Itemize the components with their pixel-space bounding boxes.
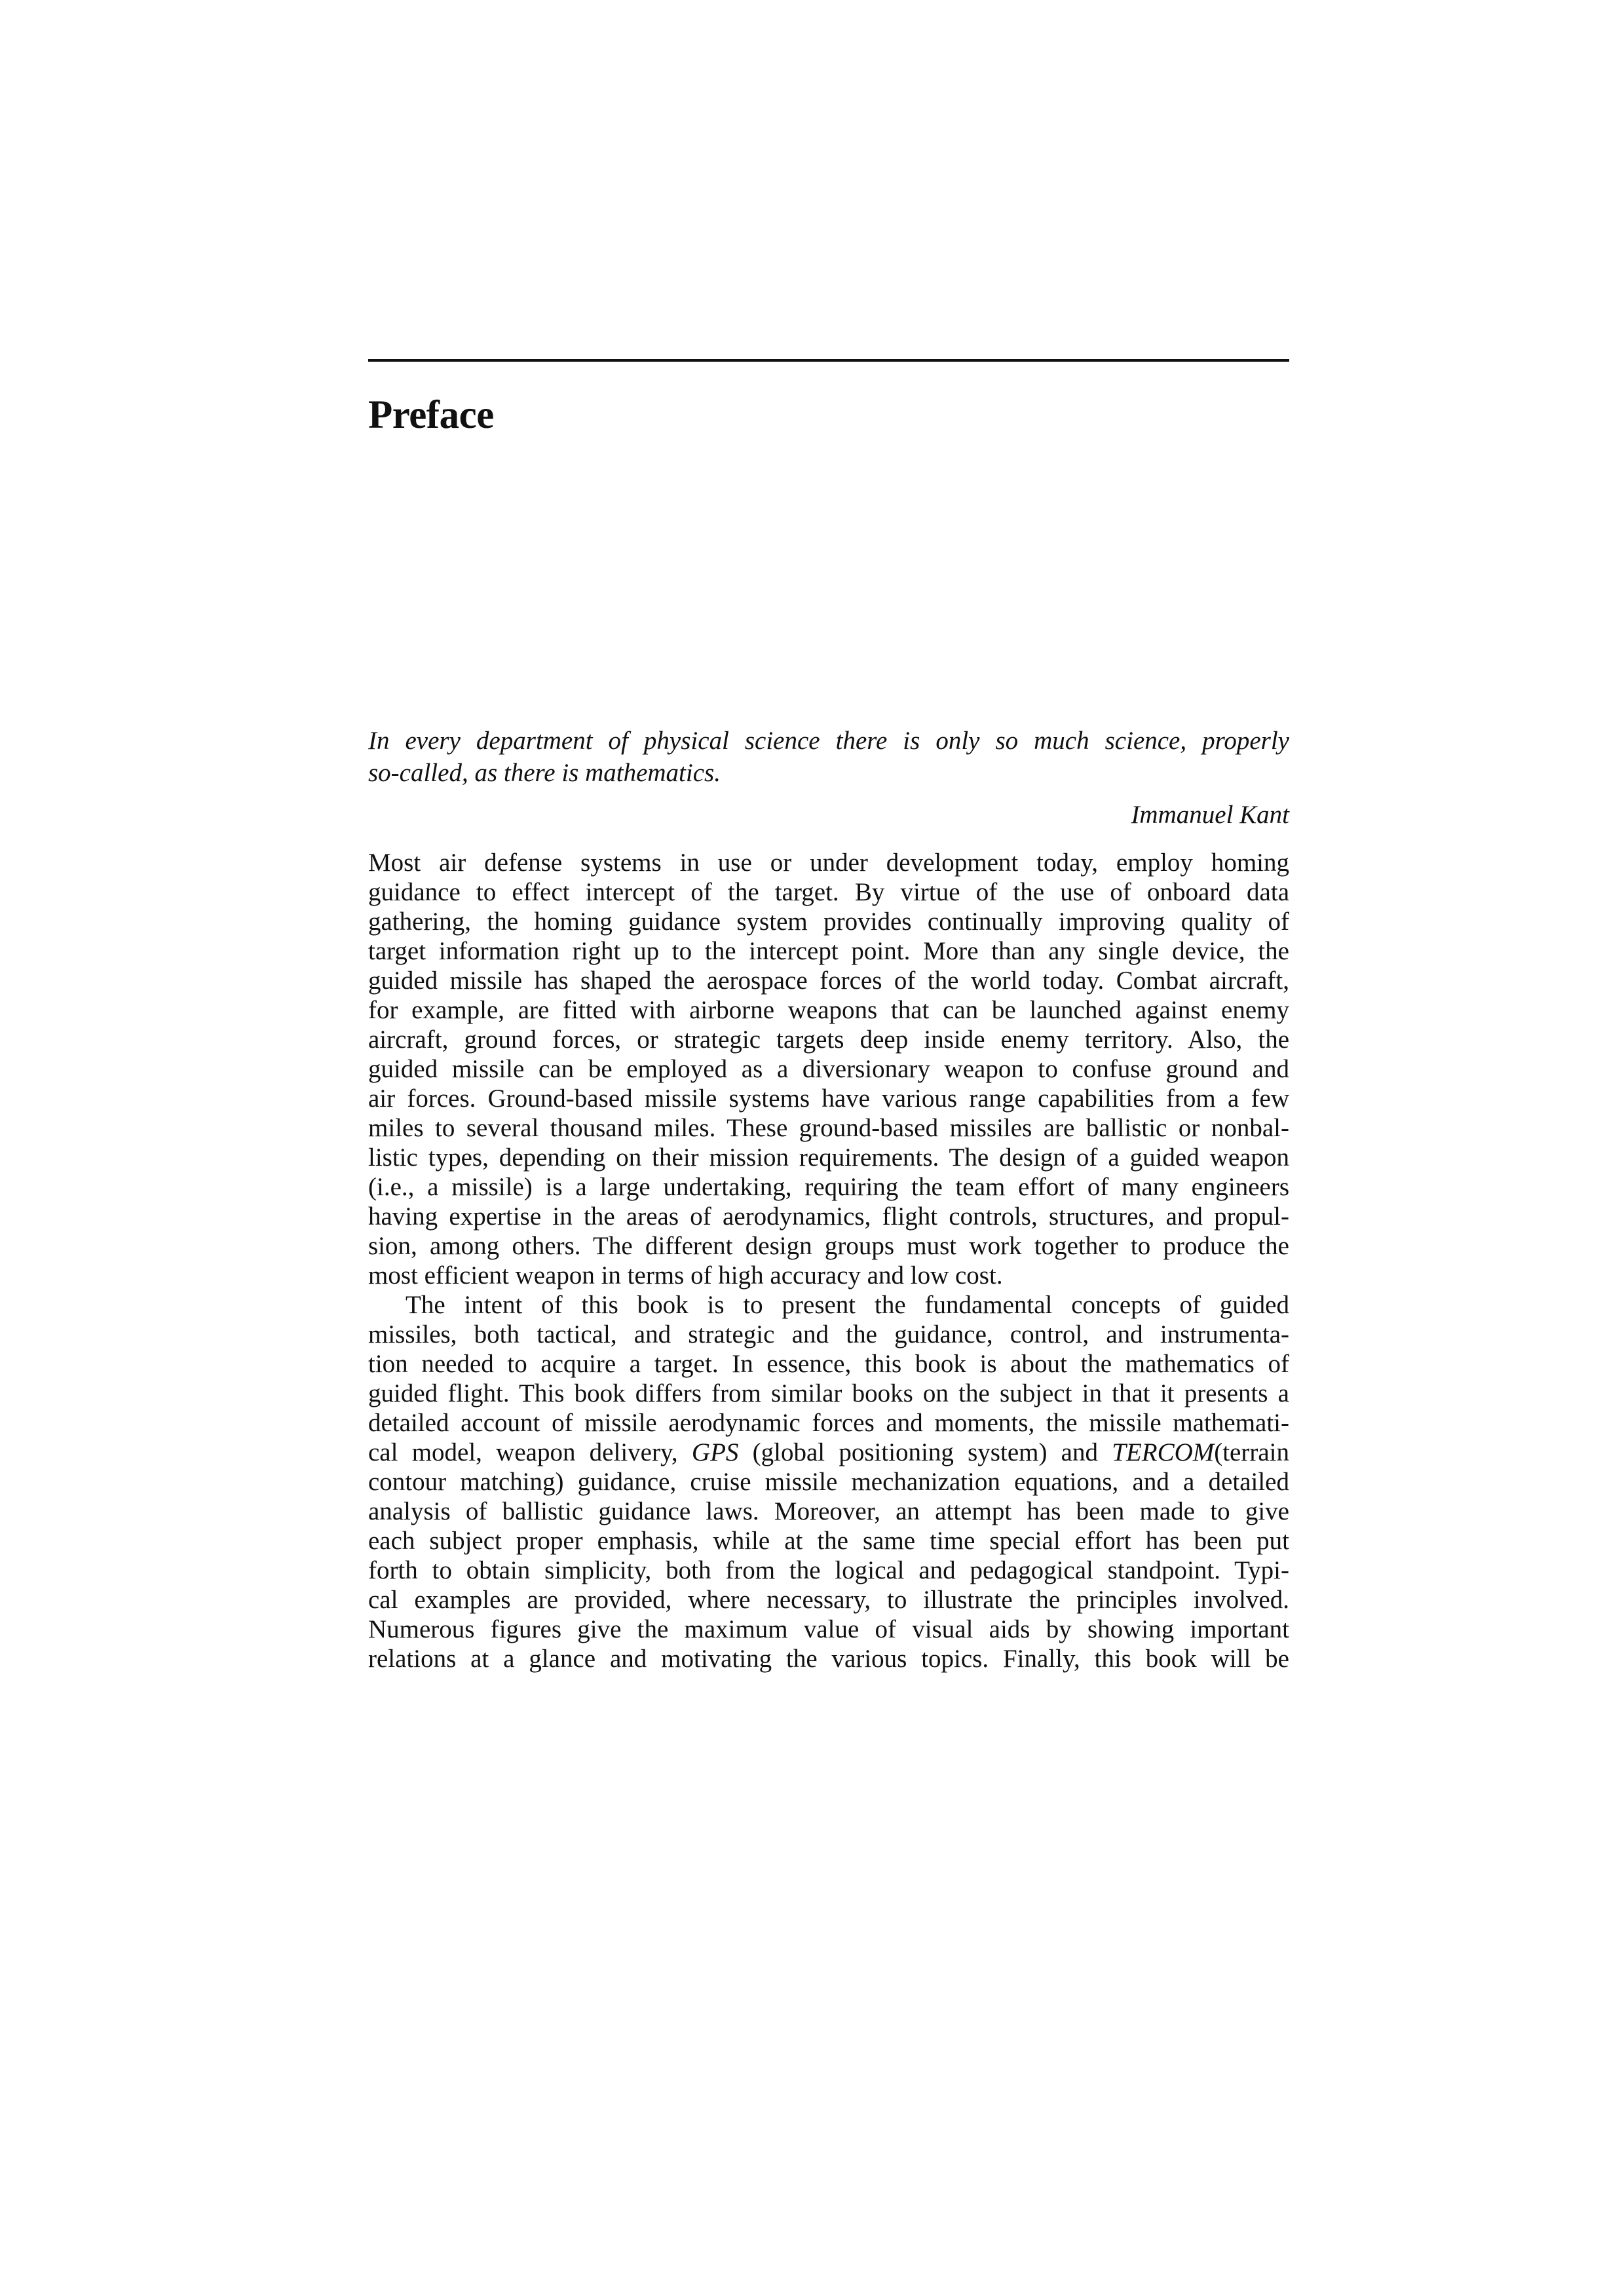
text-line: for example, are fitted with airborne weapons that can be launched against enemy — [368, 996, 1289, 1024]
epigraph-quote — [368, 725, 1289, 789]
chapter-rule — [368, 359, 1289, 362]
text-line: tion needed to acquire a target. In essence, this book is about the mathematics of — [368, 1350, 1289, 1378]
text-line: (i.e., a missile) is a large undertaking, requiring the team effort of many engineers — [368, 1173, 1289, 1201]
text-line: Numerous figures give the maximum value of visual aids by showing important — [368, 1615, 1289, 1643]
text-line: each subject proper emphasis, while at the same time special effort has been put — [368, 1527, 1289, 1555]
text-line: sion, among others. The different design groups must work together to produce the — [368, 1232, 1289, 1260]
text-run: cal model, weapon delivery, — [368, 1438, 692, 1466]
chapter-title: Preface — [368, 393, 494, 437]
text-line: target information right up to the intercept point. More than any single device, the — [368, 937, 1289, 965]
text-line: miles to several thousand miles. These ground-based missiles are ballistic or nonbal- — [368, 1114, 1289, 1142]
text-line: guided flight. This book differs from similar books on the subject in that it presents a — [368, 1379, 1289, 1407]
paragraph-1 — [368, 848, 1289, 1290]
epigraph-line: so-called, as there is mathematics. — [368, 759, 721, 787]
text-line: having expertise in the areas of aerodynamics, flight controls, structures, and propul- — [368, 1202, 1289, 1231]
text-line: guided missile can be employed as a diversionary weapon to confuse ground and — [368, 1055, 1289, 1083]
text-line: detailed account of missile aerodynamic forces and moments, the missile mathemati- — [368, 1409, 1289, 1437]
text-line-mixed — [368, 1438, 1289, 1467]
text-line: most efficient weapon in terms of high accuracy and low cost. — [368, 1261, 1003, 1290]
preface-body — [368, 848, 1289, 1674]
epigraph — [368, 725, 1289, 831]
text-line: aircraft, ground forces, or strategic targets deep inside enemy territory. Also, the — [368, 1025, 1289, 1054]
page-content — [368, 359, 1289, 1674]
text-run: (terrain — [1214, 1438, 1289, 1466]
text-line: gathering, the homing guidance system provides continually improving quality of — [368, 908, 1289, 936]
paragraph-2 — [368, 1290, 1289, 1674]
epigraph-line: In every department of physical science there is only so much science, properly — [368, 727, 1289, 755]
text-line: cal examples are provided, where necessary, to illustrate the principles involved. — [368, 1586, 1289, 1614]
text-line: Most air defense systems in use or under development today, employ homing — [368, 849, 1289, 877]
text-line: analysis of ballistic guidance laws. Moreover, an attempt has been made to give — [368, 1497, 1289, 1525]
text-line: relations at a glance and motivating the various topics. Finally, this book will be — [368, 1645, 1289, 1673]
text-line: guidance to effect intercept of the target. By virtue of the use of onboard data — [368, 878, 1289, 906]
text-line: The intent of this book is to present the fundamental concepts of guided — [406, 1291, 1289, 1319]
text-run: (global positioning system) and — [738, 1438, 1112, 1466]
text-line: forth to obtain simplicity, both from the logical and pedagogical standpoint. Typi- — [368, 1556, 1289, 1584]
text-line: missiles, both tactical, and strategic and the guidance, control, and instrumenta- — [368, 1320, 1289, 1349]
epigraph-author: Immanuel Kant — [1131, 801, 1289, 829]
text-line: contour matching) guidance, cruise missile mechanization equations, and a detailed — [368, 1468, 1289, 1496]
text-line: guided missile has shaped the aerospace forces of the world today. Combat aircraft, — [368, 966, 1289, 995]
gps-term: GPS — [691, 1438, 739, 1466]
tercom-term: TERCOM — [1112, 1438, 1215, 1466]
text-line: air forces. Ground-based missile systems have various range capabilities from a few — [368, 1084, 1289, 1113]
text-line: listic types, depending on their mission requirements. The design of a guided weapon — [368, 1143, 1289, 1172]
